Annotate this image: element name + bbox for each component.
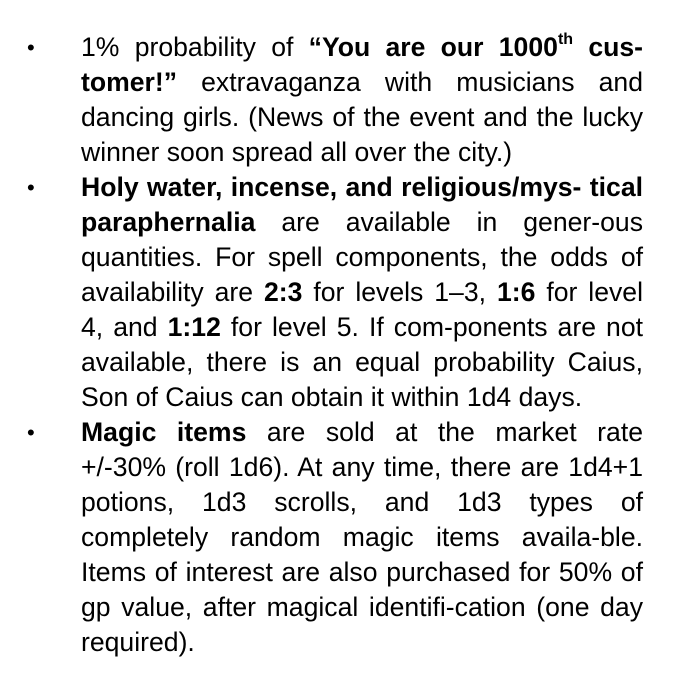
odds-value: 1:6 — [496, 277, 536, 307]
bullet-marker: • — [27, 420, 35, 445]
bold-quote-start: “You are our 1000 — [308, 32, 558, 62]
item-text: extravaganza with musicians and dancing girls. (News of the event and the lucky winner soon spread all over the city.) — [81, 67, 643, 167]
document-body — [0, 30, 676, 660]
bold-lead: Magic items — [81, 417, 247, 447]
item-text: for level 4, and — [81, 277, 644, 342]
list-item-customer-event — [0, 30, 643, 170]
superscript-th: th — [557, 31, 574, 49]
bold-quote-end: tomer!” — [81, 67, 178, 97]
bullet-marker: • — [27, 35, 35, 60]
bold-quote — [309, 32, 643, 62]
list-item-magic-items — [0, 415, 643, 660]
item-text: 1% probability of — [81, 32, 309, 62]
item-text: for level 5. If com-ponents are not available, there is an equal probability Caius, Son of Caius can obtain it within 1d4 days. — [81, 312, 643, 412]
bullet-marker: • — [27, 175, 35, 200]
odds-value: 1:12 — [167, 312, 221, 342]
bold-lead: tical paraphernalia — [81, 172, 643, 237]
bold-lead: Holy water, incense, and religious/mys- — [81, 172, 582, 202]
item-text: for levels 1–3, — [302, 277, 497, 307]
item-text: are sold at the market rate +/-30% (roll 1d6). At any time, there are 1d4+1 potions, 1d3 scrolls, and 1d3 types of completely random magic items availa-ble. Items of interest are also purchased for 50% of gp value, after magical identifi-cation (one day required). — [81, 417, 643, 657]
item-text: are available in gener-ous quantities. For spell components, the odds of availability are — [81, 207, 643, 307]
odds-value: 2:3 — [264, 277, 303, 307]
bold-quote-mid: cus- — [573, 32, 643, 62]
bullet-list — [0, 30, 676, 660]
list-item-holy-water — [0, 170, 643, 415]
